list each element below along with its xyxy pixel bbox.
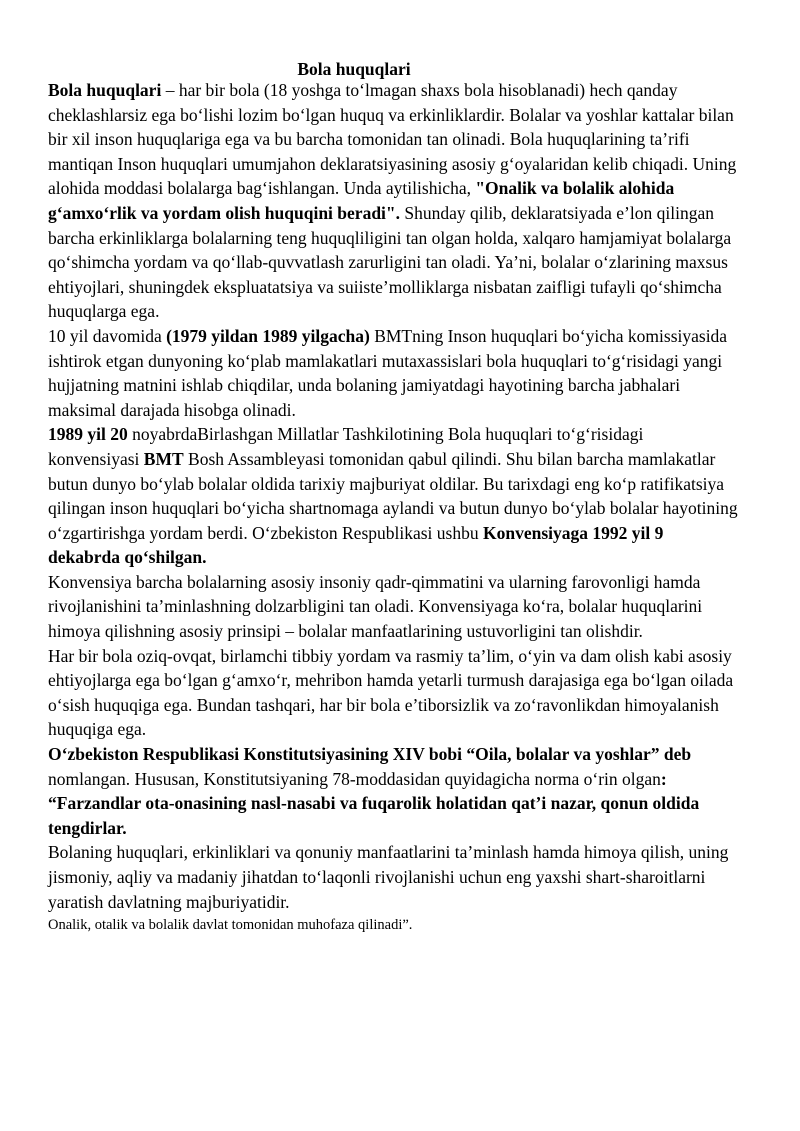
paragraph (48, 422, 738, 570)
document-title: Bola huquqlari (297, 59, 411, 79)
bold-text-run: BMT (143, 448, 184, 469)
text-run: Bolaning huquqlari, erkinliklari va qonuniy manfaatlarini ta’minlash hamda himoya qilish, uning jismoniy, aqliy va madaniy jihatdan toʻlaqonli rivojlanishi uchun eng yaxshi shart-sharoitlarni yaratish davlatning majburiyatidir. (48, 842, 729, 912)
paragraph (48, 324, 738, 422)
bold-text-run: "Onalik va bolalik alohida gʻamxoʻrlik va yordam olish huquqini beradi". (48, 178, 675, 223)
bold-text-run: (1979 yildan 1989 yilgacha) (166, 325, 370, 346)
bold-text-run: 1989 yil 20 (48, 424, 128, 445)
text-run: Har bir bola oziq-ovqat, birlamchi tibbiy yordam va rasmiy ta’lim, oʻyin va dam olish kabi asosiy ehtiyojlarga ega boʻlgan gʻamxoʻr, mehribon hamda yetarli turmush darajasiga ega boʻlgan oilada oʻsish huquqiga ega. Bundan tashqari, har bir bola e’tiborsizlik va zoʻravonlikdan himoyalanish huquqiga ega. (48, 645, 734, 740)
text-run: Onalik, otalik va bolalik davlat tomonidan muhofaza qilinadi”. (48, 917, 413, 934)
bold-text-run: “Farzandlar ota-onasining nasl-nasabi va fuqarolik holatidan qat’i nazar, qonun oldida tengdirlar. (48, 793, 700, 838)
document-body (48, 78, 738, 936)
text-run: Konvensiya barcha bolalarning asosiy insoniy qadr-qimmatini va ularning farovonligi hamda rivojlanishini ta’minlashning dolzarbligini tan oladi. Konvensiyaga koʻra, bolalar huquqlarini himoya qilishning asosiy prinsipi – bolalar manfaatlarining ustuvorligini tan olishdir. (48, 571, 703, 642)
text-run: nomlangan. Hususan, Konstitutsiyaning 78-moddasidan quyidagicha norma oʻrin olgan (48, 768, 661, 789)
paragraph (48, 791, 738, 840)
paragraph (48, 742, 738, 791)
text-run: noyabrdaBirlashgan Millatlar Tashkilotining Bola huquqlari toʻgʻrisidagi konvensiyasi (48, 424, 644, 469)
text-run: – har bir bola (18 yoshga toʻlmagan shaxs bola hisoblanadi) hech qanday cheklashlarsiz ega boʻlishi lozim boʻlgan huquq va erkinliklardir. Bolalar va yoshlar kattalar bilan bir xil inson huquqlariga ega va bu barcha tomonidan tan olinadi. Bola huquqlarining ta’rifi mantiqan Inson huquqlari umumjahon deklaratsiyasining asosiy gʻoyalaridan kelib chiqadi. Uning alohida moddasi bolalarga bagʻishlangan. Unda aytilishicha, (48, 80, 737, 199)
paragraph (48, 644, 738, 742)
paragraph (48, 570, 738, 644)
paragraph (48, 840, 738, 914)
text-run: Shunday qilib, deklaratsiyada e’lon qilingan barcha erkinliklarga bolalarning teng huquqliligini tan olgan holda, xalqaro hamjamiyat bolalarga qoʻshimcha yordam va qoʻllab-quvvatlash zarurligini tan oladi. Ya’ni, bolalar oʻzlarining maxsus ehtiyojlari, shuningdek ekspluatatsiya va suiiste’molliklarga nisbatan zaifligi tufayli qoʻshimcha huquqlarga ega. (48, 202, 732, 322)
bold-text-run: Bola huquqlari (48, 80, 162, 100)
bold-text-run: Oʻzbekiston Respublikasi Konstitutsiyasining XIV bobi “Oila, bolalar va yoshlar” deb (48, 744, 692, 765)
text-run: BMTning Inson huquqlari boʻyicha komissiyasida ishtirok etgan dunyoning koʻplab mamlakatlari mutaxassislari bola huquqlari toʻgʻrisidagi yangi hujjatning matnini ishlab chiqdilar, unda bolaning jamiyatdagi hayotining barcha jabhalari maksimal darajada hisobga olinadi. (48, 325, 728, 420)
bold-text-run: : (660, 768, 667, 789)
paragraph (48, 914, 738, 936)
text-run: Bosh Assambleyasi tomonidan qabul qilindi. Shu bilan barcha mamlakatlar butun dunyo boʻylab bolalar oldida tarixiy majburiyat oldilar. Bu tarixdagi eng koʻp ratifikatsiya qilingan inson huquqlari boʻyicha shartnomaga aylandi va butun dunyo boʻylab bolalar hayotining oʻzgartirishga yordam berdi. Oʻzbekiston Respublikasi ushbu (48, 448, 738, 543)
paragraph (48, 78, 738, 324)
text-run: 10 yil davomida (48, 325, 167, 346)
bold-text-run: Konvensiyaga 1992 yil 9 dekabrda qoʻshilgan. (48, 522, 664, 568)
